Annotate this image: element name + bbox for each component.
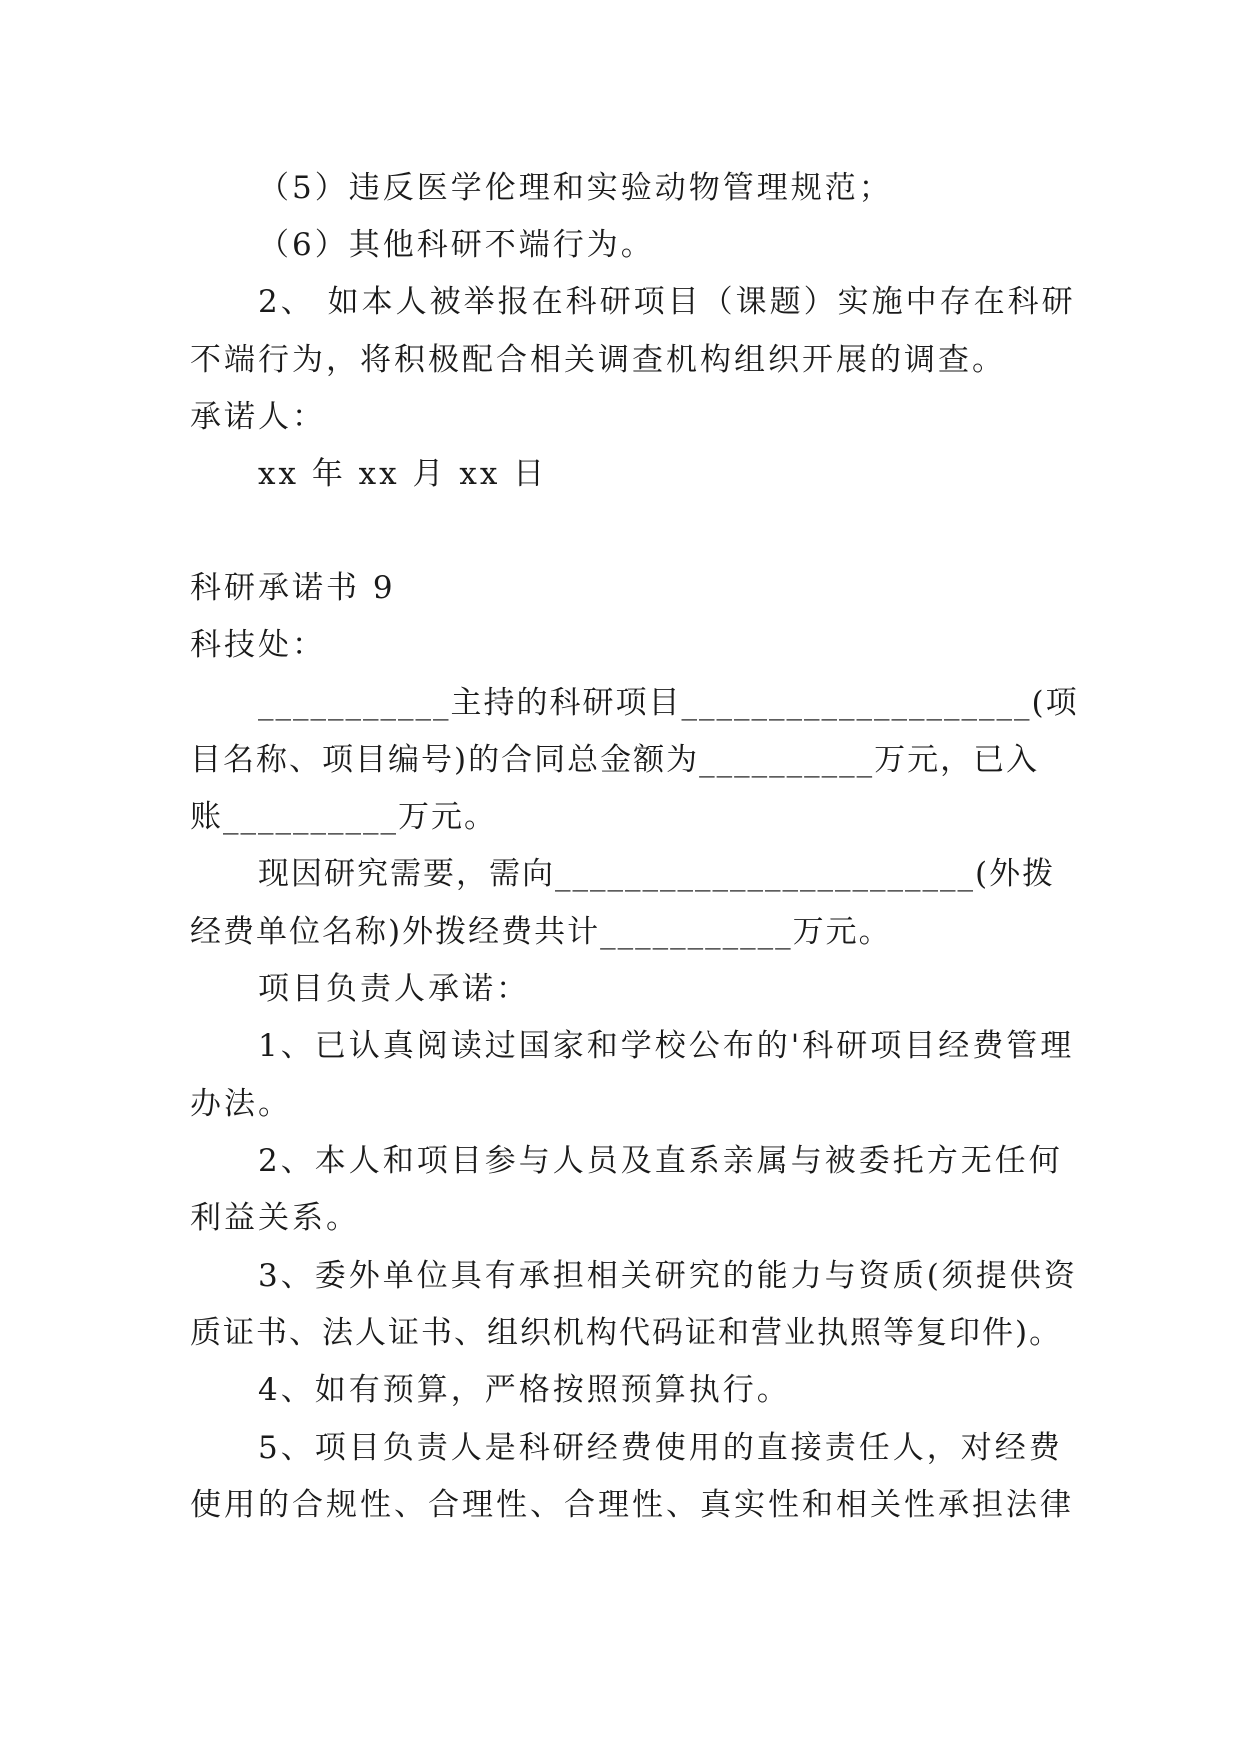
- commitment-1-start: 1、已认真阅读过国家和学校公布的'科研项目经费管理: [258, 1028, 1075, 1064]
- text-line-clause-2-end: 不端行为，将积极配合相关调查机构组织开展的调查。: [190, 342, 1006, 378]
- text-line-outsourcing-1: 现因研究需要，需向________________________(外拨: [258, 856, 1056, 892]
- text-line-project-1: ___________主持的科研项目____________________(项: [258, 685, 1079, 721]
- text-line-project-2: 目名称、项目编号)的合同总金额为__________万元，已入: [190, 742, 1040, 778]
- section-title: 科研承诺书 9: [190, 570, 396, 606]
- commitment-5-end: 使用的合规性、合理性、合理性、真实性和相关性承担法律: [190, 1487, 1074, 1523]
- promisor-label: 承诺人：: [190, 399, 326, 435]
- commitment-4: 4、如有预算，严格按照预算执行。: [258, 1372, 791, 1408]
- date-line: xx 年 xx 月 xx 日: [258, 456, 548, 492]
- text-line-item-5: （5）违反医学伦理和实验动物管理规范；: [258, 170, 893, 206]
- commitment-3-start: 3、委外单位具有承担相关研究的能力与资质(须提供资: [258, 1258, 1078, 1294]
- commitment-5-start: 5、项目负责人是科研经费使用的直接责任人，对经费: [258, 1430, 1063, 1466]
- text-line-outsourcing-2: 经费单位名称)外拨经费共计___________万元。: [190, 914, 892, 950]
- commitment-2-start: 2、本人和项目参与人员及直系亲属与被委托方无任何: [258, 1143, 1063, 1179]
- addressee: 科技处：: [190, 627, 326, 663]
- commitment-1-end: 办法。: [190, 1086, 292, 1122]
- commitment-3-end: 质证书、法人证书、组织机构代码证和营业执照等复印件)。: [190, 1315, 1063, 1351]
- commitment-heading: 项目负责人承诺：: [258, 971, 530, 1007]
- text-line-project-3: 账__________万元。: [190, 799, 497, 835]
- commitment-2-end: 利益关系。: [190, 1200, 360, 1236]
- text-line-clause-2-start: 2、 如本人被举报在科研项目（课题）实施中存在科研: [258, 284, 1076, 320]
- text-line-item-6: （6）其他科研不端行为。: [258, 227, 655, 263]
